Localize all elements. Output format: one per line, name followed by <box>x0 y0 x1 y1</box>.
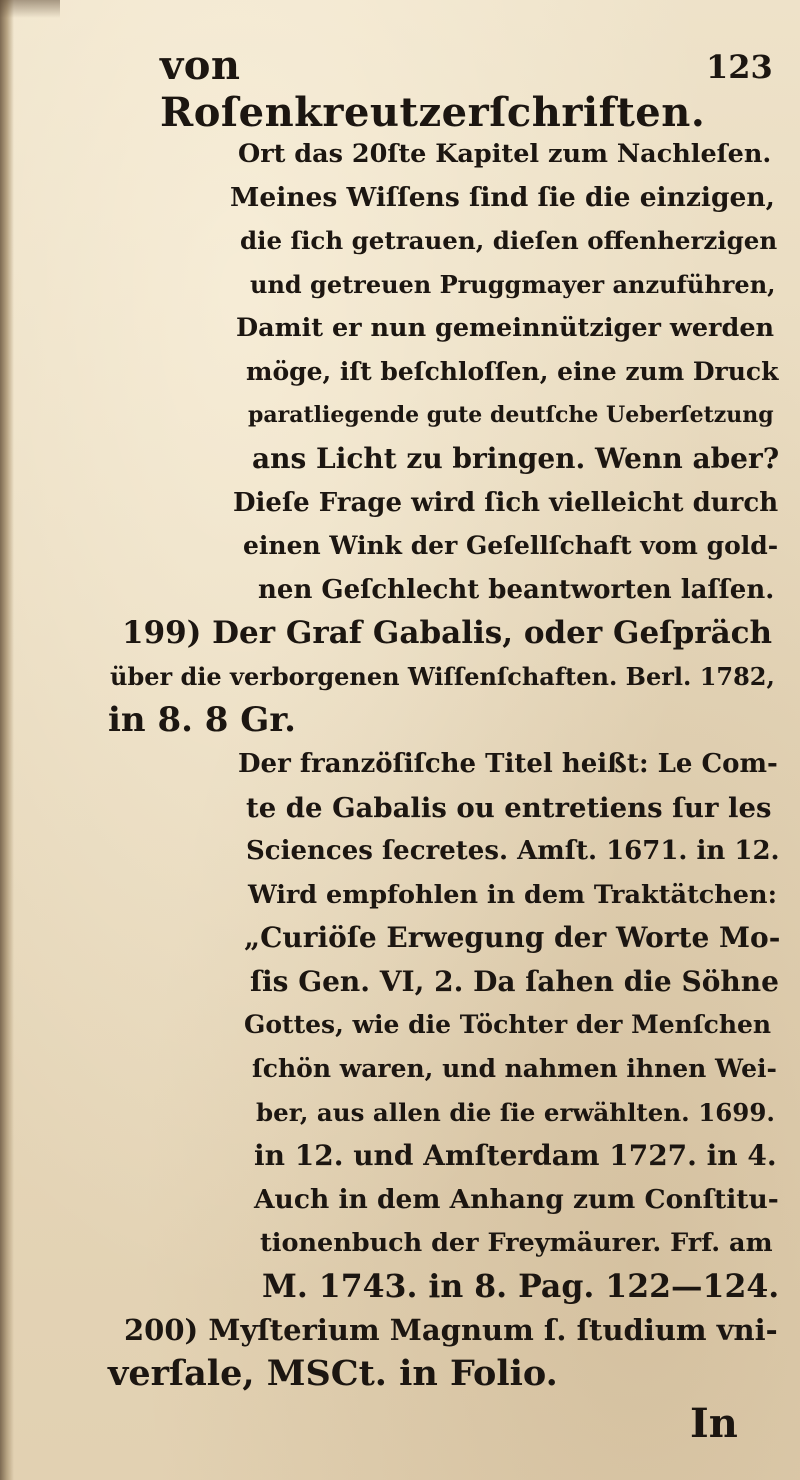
page-gutter-edge <box>0 0 14 1480</box>
text-line: Meines Wiſſens ſind ſie die einzigen, <box>230 182 775 213</box>
text-line: tionenbuch der Freymäurer. Frf. am <box>260 1228 773 1258</box>
text-line: die ſich getrauen, dieſen offenherzigen <box>240 226 778 255</box>
text-line: Dieſe Frage wird ſich vielleicht durch <box>233 488 779 518</box>
text-line: verſale, MSCt. in Folio. <box>108 1353 558 1394</box>
text-line: ſchön waren, und nahmen ihnen Wei- <box>252 1054 777 1083</box>
text-line: ber, aus allen die ſie erwählten. 1699. <box>256 1098 775 1127</box>
text-line: über die verborgenen Wiſſenſchaften. Berl. 1782, <box>110 662 775 691</box>
text-line: te de Gabalis ou entretiens ſur les <box>246 792 772 824</box>
text-line: „Curiöſe Erwegung der Worte Mo- <box>244 921 781 954</box>
text-line: 199) Der Graf Gabalis, oder Geſpräch <box>122 615 773 651</box>
page-corner-shadow <box>0 0 60 18</box>
text-line: 200) Myſterium Magnum ſ. ſtudium vni- <box>124 1313 778 1347</box>
text-line: in 12. und Amſterdam 1727. in 4. <box>254 1139 777 1172</box>
text-line: Gottes, wie die Töchter der Menſchen <box>244 1010 772 1039</box>
running-head: von Roſenkreutzerſchriften. <box>160 42 706 136</box>
text-line: möge, iſt beſchloſſen, eine zum Druck <box>246 357 779 386</box>
text-line: in 8. 8 Gr. <box>108 700 296 740</box>
text-line: einen Wink der Geſellſchaft vom gold- <box>243 531 779 560</box>
catchword: In <box>690 1400 738 1447</box>
text-line: ſis Gen. VI, 2. Da ſahen die Söhne <box>250 965 779 998</box>
text-line: Der franzöſiſche Titel heißt: Le Com- <box>238 749 778 779</box>
text-line: M. 1743. in 8. Pag. 122—124. <box>262 1268 780 1305</box>
text-line: Wird empfohlen in dem Traktätchen: <box>248 880 777 910</box>
text-line: Ort das 20ſte Kapitel zum Nachleſen. <box>238 139 772 169</box>
text-line: paratliegende gute deutſche Ueberſetzung <box>248 402 774 428</box>
text-line: und getreuen Pruggmayer anzuführen, <box>250 270 776 299</box>
text-line: nen Geſchlecht beantworten laſſen. <box>258 575 775 605</box>
text-line: ans Licht zu bringen. Wenn aber? <box>252 442 780 475</box>
text-line: Auch in dem Anhang zum Conſtitu- <box>254 1184 779 1215</box>
page-number: 123 <box>706 48 773 86</box>
text-line: Sciences ſecretes. Amſt. 1671. in 12. <box>246 836 780 866</box>
text-line: Damit er nun gemeinnütziger werden <box>236 313 775 343</box>
